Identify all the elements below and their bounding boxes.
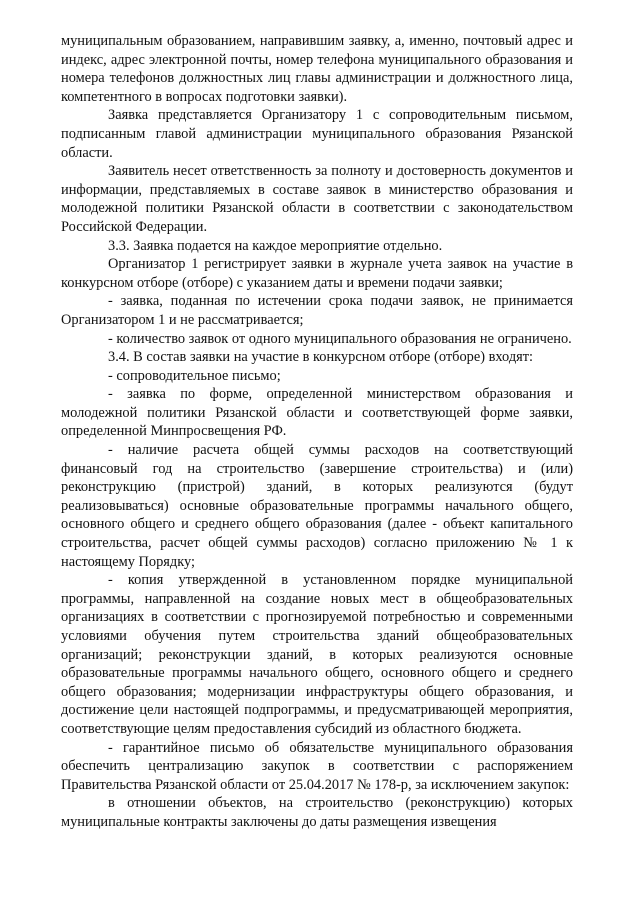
paragraph-contract-objects: в отношении объектов, на строительство (реконструкцию) которых муниципальные контракты заключены до даты размещения извещения <box>61 795 573 830</box>
list-item-expense-calculation: - наличие расчета общей суммы расходов на соответствующий финансовый год на строительство (завершение строительства) и (или) реконструкцию (пристрой) зданий, в которых реализуются (будут реализовываться) основные образовательные программы начального общего, основного общего и среднего общего образования (далее - объект капитального строительства, расчет общей суммы расходов) согласно приложению № 1 к настоящему Порядку; <box>61 442 573 570</box>
list-item-late-application: - заявка, поданная по истечении срока подачи заявок, не принимается Организатором 1 и не рассматривается; <box>61 293 573 328</box>
paragraph-contact-details: муниципальным образованием, направившим заявку, а, именно, почтовый адрес и индекс, адрес электронной почты, номер телефона муниципального образования и номера телефонов должностных лиц главы администрации и должностного лица, компетентного в вопросах подготовки заявки). <box>61 33 573 105</box>
list-item-application-form: - заявка по форме, определенной министерством образования и молодежной политики Рязанской области и соответствующей форме заявки, определенной Минпросвещения РФ. <box>61 386 573 440</box>
list-item-guarantee-letter: - гарантийное письмо об обязательстве муниципального образования обеспечить централизацию закупок в соответствии с распоряжением Правительства Рязанской области от 25.04.2017 № 178-р, за исключением закупок: <box>61 739 573 793</box>
paragraph-registration: Организатор 1 регистрирует заявки в журнале учета заявок на участие в конкурсном отборе (отборе) с указанием даты и времени подачи заявки; <box>61 256 573 291</box>
paragraph-cover-letter: Заявка представляется Организатору 1 с сопроводительным письмом, подписанным главой администрации муниципального образования Рязанской области. <box>61 107 573 161</box>
list-item-municipal-program: - копия утвержденной в установленном порядке муниципальной программы, направленной на создание новых мест в общеобразовательных организациях в соответствии с прогнозируемой потребностью и современными условиями обучения путем строительства зданий общеобразовательных организаций; реконструкции зданий, в которых реализуются основные образовательные программы начального общего, основного общего и среднего общего образования; модернизации инфраструктуры общего образования, и достижение цели настоящей подпрограммы, и предусматривающей мероприятия, соответствующие целям предоставления субсидий из областного бюджета. <box>61 572 573 737</box>
paragraph-section-3-4: 3.4. В состав заявки на участие в конкурсном отборе (отборе) входят: <box>108 349 534 366</box>
list-item-cover-letter: - сопроводительное письмо; <box>108 367 281 384</box>
document-page <box>61 32 573 832</box>
paragraph-section-3-3: 3.3. Заявка подается на каждое мероприятие отдельно. <box>108 237 443 254</box>
paragraph-applicant-responsibility: Заявитель несет ответственность за полноту и достоверность документов и информации, представляемых в составе заявок в министерство образования и молодежной политики Рязанской области в соответствии с законодательством Российской Федерации. <box>61 163 573 235</box>
list-item-application-count: - количество заявок от одного муниципального образования не ограничено. <box>108 330 572 347</box>
